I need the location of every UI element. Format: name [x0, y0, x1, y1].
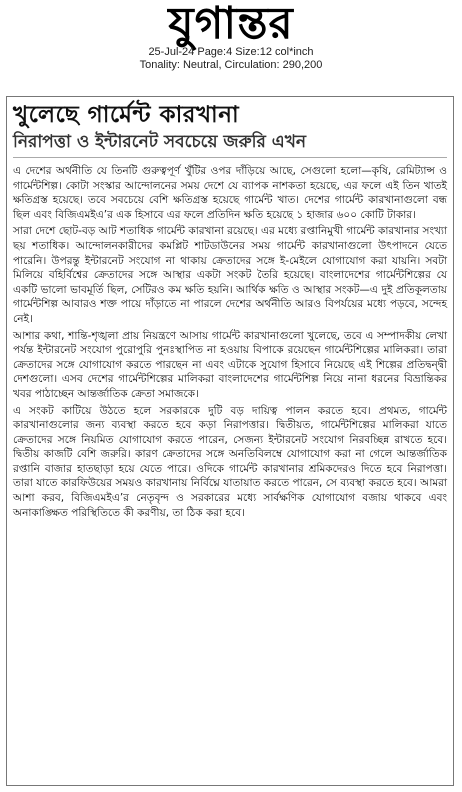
- article-paragraph: এ দেশের অর্থনীতি যে তিনটি গুরুত্বপূর্ণ খুঁটির ওপর দাঁড়িয়ে আছে, সেগুলো হলো—কৃষি, রেমিট্যান্স ও গার্মেন্টশিল্প। কোটা সংস্কার আন্দোলনের সময় দেশে যে ব্যাপক নাশকতা হয়েছে, এর ফলে এই তিন খাতই ক্ষতিগ্রস্ত হয়েছে। তবে সবচেয়ে বেশি ক্ষতিগ্রস্ত হয়েছে গার্মেন্ট খাত। দেশের গার্মেন্ট কারখানাগুলো বন্ধ ছিল এবং বিজিএমইএ’র এক হিসাবে এর ফলে প্রতিদিন ক্ষতি হয়েছে ১ হাজার ৬০০ কোটি টাকার।: [13, 165, 447, 221]
- article-subhead: নিরাপত্তা ও ইন্টারনেট সবচেয়ে জরুরি এখন: [13, 131, 447, 158]
- article-body: [13, 164, 447, 520]
- editorial-article: [6, 96, 454, 786]
- clip-meta-line-2: Tonality: Neutral, Circulation: 290,200: [139, 59, 323, 71]
- article-paragraph: আশার কথা, শান্তি-শৃঙ্খলা প্রায় নিয়ন্ত্রণে আসায় গার্মেন্ট কারখানাগুলো খুলেছে, তবে এ সম্পাদকীয় লেখা পর্যন্ত ইন্টারনেট সংযোগ পুরোপুরি পুনঃস্থাপিত না হওয়ায় বিপাকে রয়েছেন গার্মেন্টশিল্পের মালিকরা। তারা ক্রেতাদের সঙ্গে যোগাযোগ করতে পারছেন না এবং এটাকে সুযোগ হিসাবে নিয়েছে এই শিল্পের প্রতিদ্বন্দ্বী দেশগুলো। এসব দেশের গার্মেন্টশিল্পের মালিকরা বাংলাদেশের গার্মেন্টশিল্প নিয়ে নানা ধরনের বিভ্রান্তিকর খবর পাঠাচ্ছেন আন্তর্জাতিক ক্রেতা সমাজকে।: [13, 329, 447, 400]
- article-headline: খুলেছে গার্মেন্ট কারখানা: [13, 102, 240, 128]
- clip-meta-line-1: 25-Jul-24 Page:4 Size:12 col*inch: [148, 46, 314, 58]
- article-paragraph: সারা দেশে ছোট-বড় আট শতাধিক গার্মেন্ট কারখানা রয়েছে। এর মধ্যে রপ্তানিমুখী গার্মেন্ট কারখানার সংখ্যা ছয় শতাধিক। আন্দোলনকারীদের কমপ্লিট শাটডাউনের সময় গার্মেন্ট কারখানাগুলো উৎপাদনে যেতে পারেনি। উপরন্তু ইন্টারনেট সংযোগ না থাকায় ক্রেতাদের সঙ্গে ই-মেইলে যোগাযোগ করা যায়নি। সবটা মিলিয়ে বহির্বিশ্বের ক্রেতাদের সঙ্গে আস্থার একটা সংকট তৈরি হয়েছে। বাংলাদেশের গার্মেন্টশিল্পের যে একটি ভালো ভাবমূর্তি ছিল, সেটিরও কম ক্ষতি হয়নি। আর্থিক ক্ষতি ও আস্থার সংকট—এ দুই প্রতিকূলতায় গার্মেন্টশিল্প আবারও শক্ত পায়ে দাঁড়াতে না পারলে দেশের অর্থনীতি আরও বিপর্যয়ের মধ্যে পড়বে, সন্দেহ নেই।: [13, 225, 447, 325]
- article-paragraph: এ সংকট কাটিয়ে উঠতে হলে সরকারকে দুটি বড় দায়িত্ব পালন করতে হবে। প্রথমত, গার্মেন্ট কারখানাগুলোর জন্য ব্যবস্থা করতে হবে কড়া নিরাপত্তার। দ্বিতীয়ত, গার্মেন্টশিল্পের মালিকরা যাতে ক্রেতাদের সঙ্গে নিয়মিত যোগাযোগ করতে পারেন, সেজন্য ইন্টারনেট সংযোগ নিরবচ্ছিন্ন রাখতে হবে। দ্বিতীয় কাজটি বেশি জরুরি। কারণ ক্রেতাদের সঙ্গে অনতিবিলম্বে যোগাযোগ করা না গেলে আন্তর্জাতিক রপ্তানি বাজার হাতছাড়া হয়ে যেতে পারে। ওদিকে গার্মেন্ট কারখানার শ্রমিকদেরও দিতে হবে নিরাপত্তা। তারা যাতে কারফিউয়ের সময়ও কারখানায় নির্বিঘ্নে যাতায়াত করতে পারেন, সে ব্যবস্থা করতে হবে। আমরা আশা করব, বিজিএমইএ’র নেতৃবৃন্দ ও সরকারের মধ্যে সার্বক্ষণিক যোগাযোগ বজায় থাকবে এবং অনাকাঙ্ক্ষিত পরিস্থিতিতে কী করণীয়, তা ঠিক করা হবে।: [13, 404, 447, 519]
- masthead: [0, 0, 462, 72]
- newspaper-logo: যুগান্তর: [168, 0, 294, 49]
